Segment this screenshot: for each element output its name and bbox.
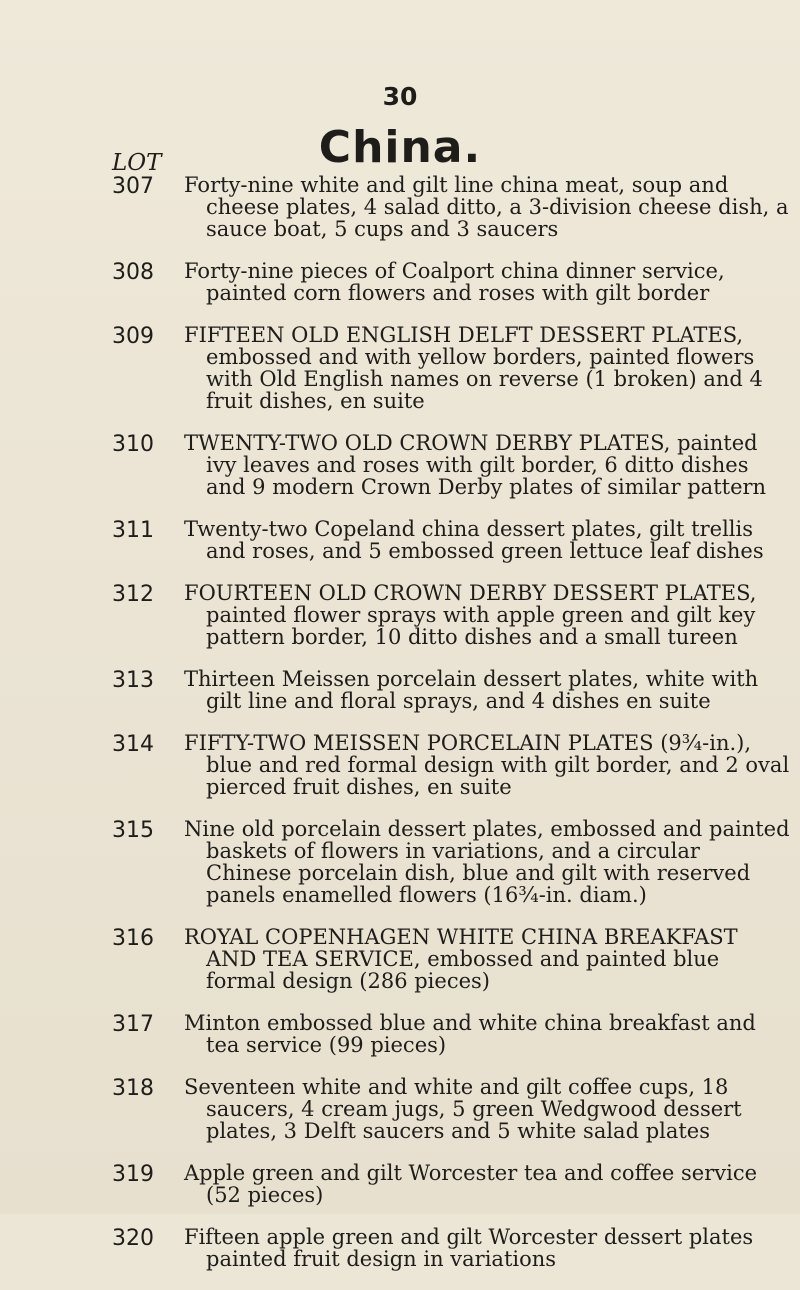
lot-number: 310	[112, 432, 154, 457]
lot-entry	[112, 432, 792, 498]
lot-description: Forty-nine pieces of Coalport china dinner service, painted corn flowers and roses with gilt border	[184, 259, 725, 305]
lot-number: 317	[112, 1012, 154, 1037]
lot-list	[112, 174, 792, 1290]
lot-entry	[112, 582, 792, 648]
lot-number: 311	[112, 518, 154, 543]
lot-description: Forty-nine white and gilt line china meat, soup and cheese plates, 4 salad ditto, a 3-division cheese dish, a sauce boat, 5 cups and 3 saucers	[184, 173, 789, 241]
lot-description: Nine old porcelain dessert plates, embossed and painted baskets of flowers in variations, and a circular Chinese porcelain dish, blue and gilt with reserved panels enamelled flowers (16¾-in. diam.)	[184, 817, 790, 907]
lot-number: 309	[112, 324, 154, 349]
lot-entry	[112, 926, 792, 992]
lot-description: ROYAL COPENHAGEN WHITE CHINA BREAKFAST AND TEA SERVICE, embossed and painted blue formal design (286 pieces)	[184, 925, 738, 993]
lot-description: FOURTEEN OLD CROWN DERBY DESSERT PLATES, painted flower sprays with apple green and gilt key pattern border, 10 ditto dishes and a small tureen	[184, 581, 757, 649]
lot-description: Minton embossed blue and white china breakfast and tea service (99 pieces)	[184, 1011, 756, 1057]
lot-entry	[112, 260, 792, 304]
lot-description: Seventeen white and white and gilt coffee cups, 18 saucers, 4 cream jugs, 5 green Wedgwood dessert plates, 3 Delft saucers and 5 white salad plates	[184, 1075, 742, 1143]
lot-entry	[112, 1012, 792, 1056]
lot-description: Fifteen apple green and gilt Worcester dessert plates painted fruit design in variations	[184, 1225, 754, 1271]
lot-number: 308	[112, 260, 154, 285]
lot-entry	[112, 324, 792, 412]
lot-entry	[112, 1162, 792, 1206]
lot-description: FIFTY-TWO MEISSEN PORCELAIN PLATES (9¾-in.), blue and red formal design with gilt border, and 2 oval pierced fruit dishes, en suite	[184, 731, 790, 799]
section-title: China.	[318, 122, 482, 173]
lot-description: Twenty-two Copeland china dessert plates, gilt trellis and roses, and 5 embossed green lettuce leaf dishes	[184, 517, 764, 563]
lot-entry	[112, 1226, 792, 1270]
lot-number: 318	[112, 1076, 154, 1101]
page-number: 30	[382, 82, 418, 111]
lot-description: TWENTY-TWO OLD CROWN DERBY PLATES, painted ivy leaves and roses with gilt border, 6 ditto dishes and 9 modern Crown Derby plates of similar pattern	[184, 431, 767, 499]
lot-number: 315	[112, 818, 154, 843]
lot-entry	[112, 732, 792, 798]
lot-number: 320	[112, 1226, 154, 1251]
lot-description: Thirteen Meissen porcelain dessert plates, white with gilt line and floral sprays, and 4 dishes en suite	[184, 667, 759, 713]
lot-entry	[112, 1076, 792, 1142]
lot-entry	[112, 518, 792, 562]
lot-entry	[112, 668, 792, 712]
lot-entry	[112, 818, 792, 906]
lot-number: 319	[112, 1162, 154, 1187]
lot-column-header: LOT	[112, 150, 162, 176]
lot-number: 313	[112, 668, 154, 693]
lot-number: 312	[112, 582, 154, 607]
lot-number: 307	[112, 174, 154, 199]
lot-description: Apple green and gilt Worcester tea and coffee service (52 pieces)	[184, 1161, 758, 1207]
lot-number: 316	[112, 926, 154, 951]
lot-number: 314	[112, 732, 154, 757]
lot-entry	[112, 174, 792, 240]
lot-description: FIFTEEN OLD ENGLISH DELFT DESSERT PLATES, embossed and with yellow borders, painted flowers with Old English names on reverse (1 broken) and 4 fruit dishes, en suite	[184, 323, 763, 413]
